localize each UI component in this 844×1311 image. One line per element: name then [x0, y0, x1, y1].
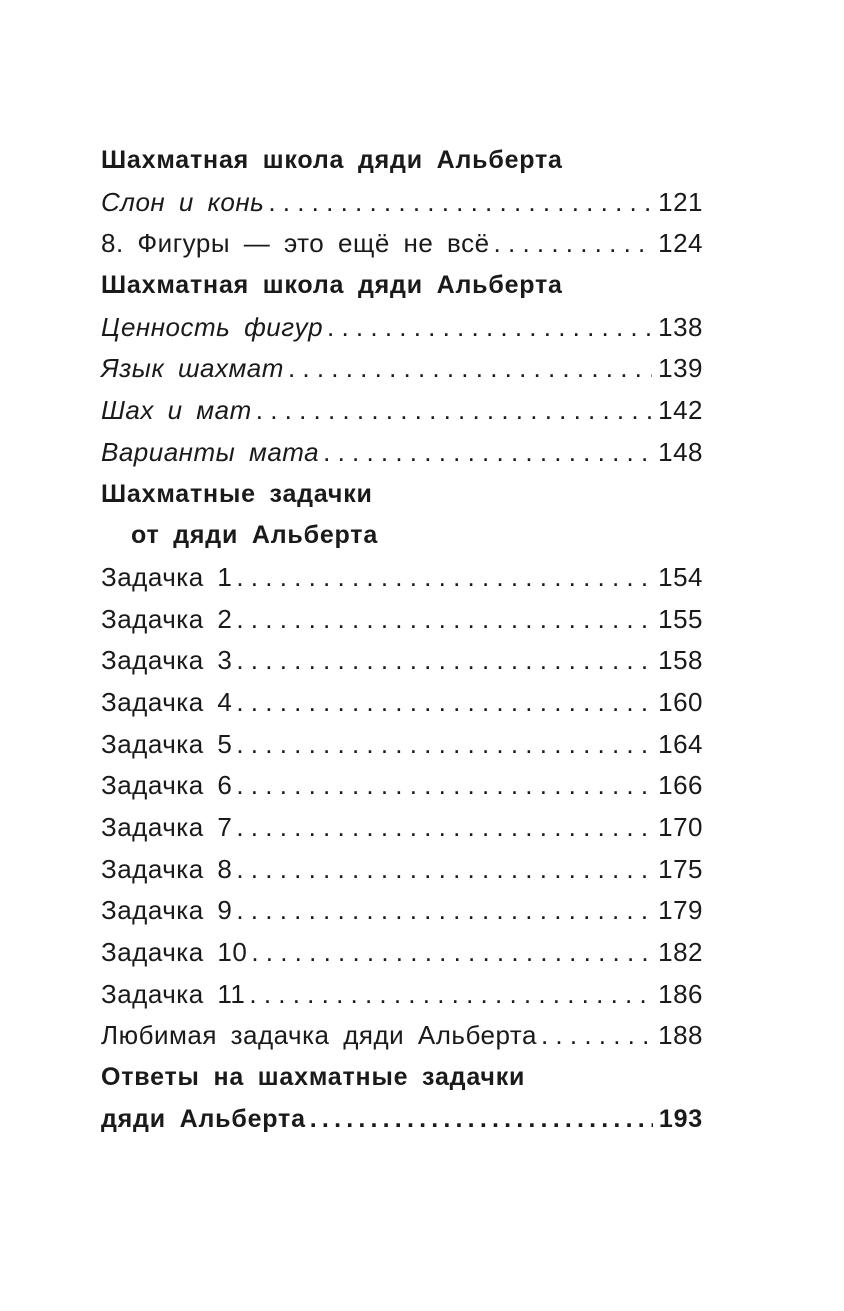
toc-entry[interactable] — [101, 974, 703, 1016]
toc-entry-page: 160 — [658, 686, 703, 717]
dot-leader — [236, 765, 652, 807]
toc-entry[interactable] — [101, 932, 703, 974]
toc-entry-page: 193 — [658, 1104, 703, 1133]
toc-entry-title: Задачка 4 — [101, 686, 233, 717]
dot-leader — [236, 682, 652, 724]
toc-entry-page: 154 — [658, 561, 703, 592]
dot-leader — [288, 348, 652, 390]
toc-entry-title: Любимая задачка дяди Альберта — [101, 1020, 537, 1051]
dot-leader — [236, 807, 652, 849]
dot-leader — [236, 724, 652, 766]
toc-entry-page: 175 — [658, 853, 703, 884]
toc-entry-page: 121 — [658, 186, 703, 217]
toc-entry-title: Задачка 7 — [101, 812, 233, 842]
toc-entry[interactable] — [101, 1015, 703, 1057]
toc-entry-title: Задачка 9 — [101, 895, 233, 926]
toc-entry-title: Задачка 6 — [101, 770, 233, 801]
toc-entry-title: Шахматные задачки — [101, 479, 373, 508]
toc-entry-page: 170 — [658, 812, 703, 842]
dot-leader — [236, 640, 652, 682]
toc-entry-title: Задачка 5 — [101, 728, 233, 759]
toc-entry-title: Задачка 8 — [101, 853, 233, 884]
toc-entry[interactable] — [101, 432, 703, 474]
toc-entry-title: Задачка 1 — [101, 561, 233, 592]
toc-entry-title: Шах и мат — [101, 395, 252, 426]
toc-heading — [101, 515, 703, 557]
toc-entry[interactable] — [101, 765, 703, 807]
toc-heading — [101, 474, 703, 516]
dot-leader — [323, 432, 652, 474]
dot-leader — [236, 849, 652, 891]
toc-entry[interactable] — [101, 890, 703, 932]
toc-entry-title: Варианты мата — [101, 436, 320, 467]
dot-leader — [494, 223, 653, 265]
toc-entry-title: 8. Фигуры — это ещё не всё — [101, 228, 490, 259]
toc-entry-page: 139 — [658, 353, 703, 384]
toc-entry[interactable] — [101, 307, 703, 349]
toc-entry-page: 142 — [658, 395, 703, 426]
toc-entry[interactable] — [101, 557, 703, 599]
dot-leader — [310, 1099, 653, 1141]
toc-entry[interactable] — [101, 807, 703, 849]
toc-entry-page: 138 — [658, 311, 703, 342]
toc-entry-page: 166 — [658, 770, 703, 801]
dot-leader — [236, 557, 652, 599]
toc-entry-page: 182 — [658, 937, 703, 968]
toc-entry[interactable] — [101, 599, 703, 641]
dot-leader — [251, 932, 652, 974]
toc-entry-page: 164 — [658, 728, 703, 759]
toc-entry[interactable] — [101, 1099, 703, 1141]
toc-entry-title: Язык шахмат — [101, 353, 284, 384]
toc-entry[interactable] — [101, 390, 703, 432]
toc-entry-page: 188 — [658, 1020, 703, 1051]
toc-entry-title: Задачка 10 — [101, 937, 248, 968]
dot-leader — [327, 307, 652, 349]
dot-leader — [236, 890, 652, 932]
dot-leader — [236, 599, 652, 641]
toc-entry-title: Ценность фигур — [101, 311, 324, 342]
toc-entry-title: от дяди Альберта — [131, 521, 379, 550]
toc-entry-title: Ответы на шахматные задачки — [101, 1063, 526, 1092]
toc-entry[interactable] — [101, 682, 703, 724]
toc-entry-title: Задачка 11 — [101, 978, 246, 1009]
dot-leader — [268, 182, 652, 224]
toc-entry-page: 186 — [658, 978, 703, 1009]
toc-entry-page: 155 — [658, 603, 703, 634]
toc-entry[interactable] — [101, 640, 703, 682]
toc-entry-title: Задачка 3 — [101, 645, 233, 676]
toc-entry-page: 124 — [658, 228, 703, 259]
dot-leader — [249, 974, 652, 1016]
toc-entry-title: Задачка 2 — [101, 603, 233, 634]
toc-entry-page: 179 — [658, 895, 703, 926]
toc-entry-title: Шахматная школа дяди Альберта — [101, 271, 563, 300]
toc-entry[interactable] — [101, 849, 703, 891]
toc-heading — [101, 140, 703, 182]
toc-heading — [101, 1057, 703, 1099]
toc-entry-title: Шахматная школа дяди Альберта — [101, 146, 563, 174]
dot-leader — [541, 1015, 652, 1057]
toc-entry[interactable] — [101, 348, 703, 390]
toc-entry-title: дяди Альберта — [101, 1104, 306, 1133]
toc-entry[interactable] — [101, 724, 703, 766]
toc-heading — [101, 265, 703, 307]
toc-entry[interactable] — [101, 182, 703, 224]
toc-entry-title: Слон и конь — [101, 186, 265, 217]
toc-entry-page: 148 — [658, 436, 703, 467]
toc-entry[interactable] — [101, 223, 703, 265]
dot-leader — [256, 390, 652, 432]
toc-entry-page: 158 — [658, 645, 703, 676]
table-of-contents — [101, 140, 703, 1141]
